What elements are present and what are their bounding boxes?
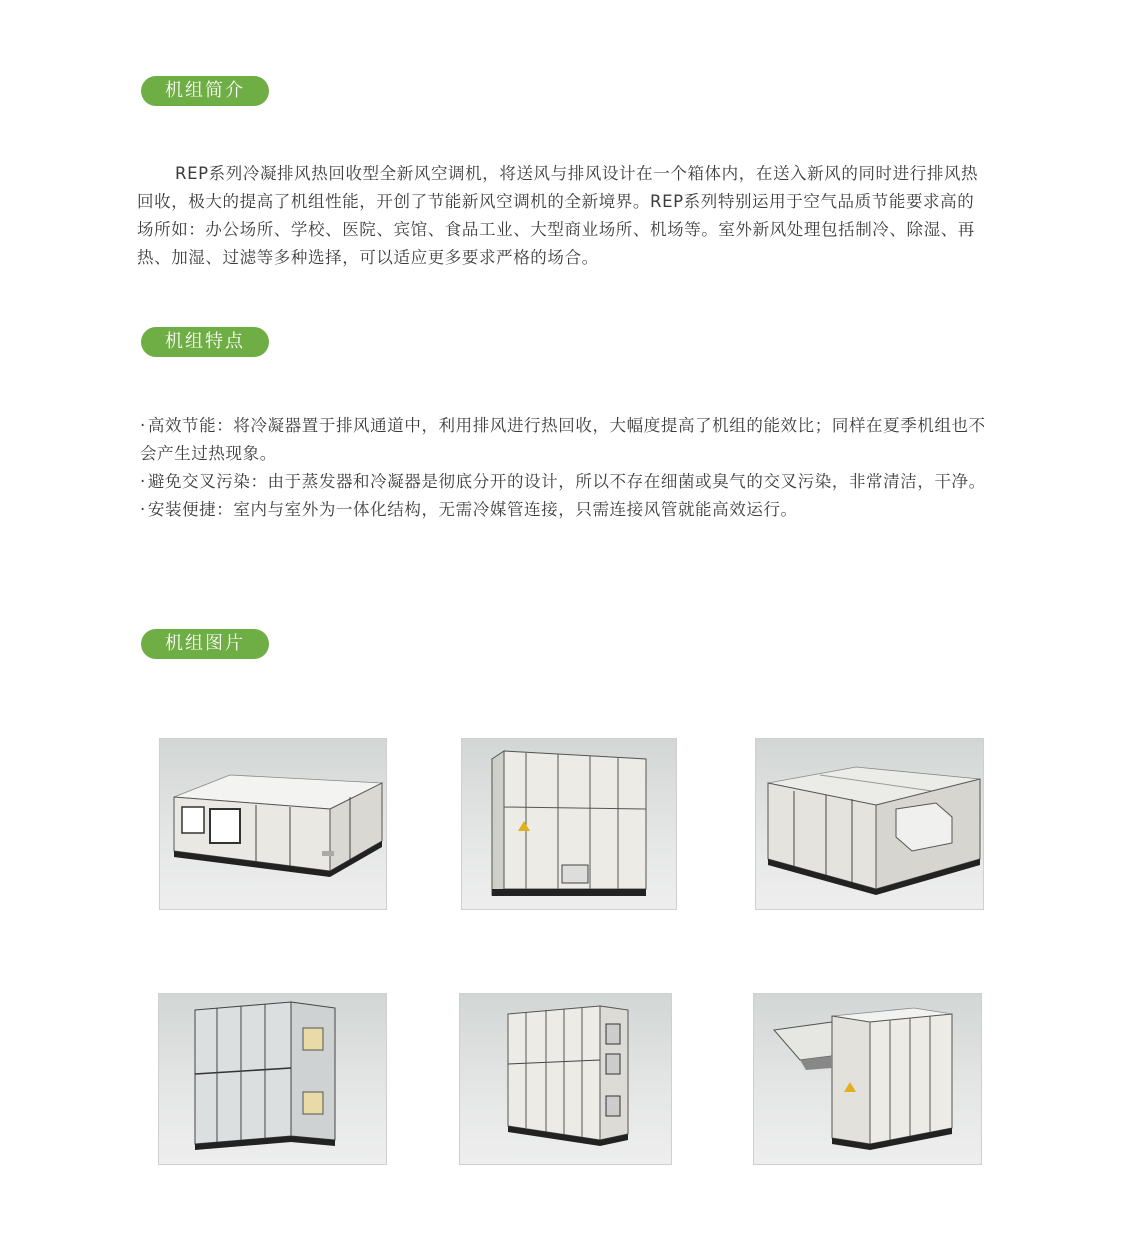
bullet-icon: · xyxy=(140,500,146,519)
unit-photo-3 xyxy=(755,738,984,910)
feature-text: 高效节能：将冷凝器置于排风通道中，利用排风进行热回收，大幅度提高了机组的能效比；同样在夏季机组也不会产生过热现象。 xyxy=(140,416,986,463)
unit-photo-4 xyxy=(158,993,387,1165)
feature-text: 安装便捷：室内与室外为一体化结构，无需冷媒管连接，只需连接风管就能高效运行。 xyxy=(147,500,798,519)
section-title-photos: 机组图片 xyxy=(141,629,269,659)
unit-photo-5 xyxy=(459,993,672,1165)
bullet-icon: · xyxy=(140,472,146,491)
horizontal-ahu-unit-icon xyxy=(160,739,386,909)
unit-photo-2 xyxy=(461,738,677,910)
stacked-ahu-unit-icon xyxy=(159,994,386,1164)
feature-list xyxy=(140,412,990,524)
unit-photo-1 xyxy=(159,738,387,910)
ahu-with-exhaust-hood-icon xyxy=(754,994,981,1164)
vertical-ahu-unit-icon xyxy=(462,739,676,909)
intro-paragraph: REP系列冷凝排风热回收型全新风空调机，将送风与排风设计在一个箱体内，在送入新风的同时进行排风热回收，极大的提高了机组性能，开创了节能新风空调机的全新境界。REP系列特别运用于空气品质节能要求高的场所如：办公场所、学校、医院、宾馆、食品工业、大型商业场所、机场等。室外新风处理包括制冷、除湿、再热、加湿、过滤等多种选择，可以适应更多要求严格的场合。 xyxy=(137,164,979,267)
section-title-features: 机组特点 xyxy=(141,327,269,357)
bullet-icon: · xyxy=(140,416,146,435)
feature-item xyxy=(140,412,990,468)
tall-ahu-unit-icon xyxy=(460,994,671,1164)
unit-photo-6 xyxy=(753,993,982,1165)
feature-text: 避免交叉污染：由于蒸发器和冷凝器是彻底分开的设计，所以不存在细菌或臭气的交叉污染，非常清洁，干净。 xyxy=(147,472,986,491)
section-title-intro: 机组简介 xyxy=(141,76,269,106)
horizontal-ahu-with-hood-icon xyxy=(756,739,983,909)
feature-item xyxy=(140,468,990,496)
feature-item xyxy=(140,496,990,524)
